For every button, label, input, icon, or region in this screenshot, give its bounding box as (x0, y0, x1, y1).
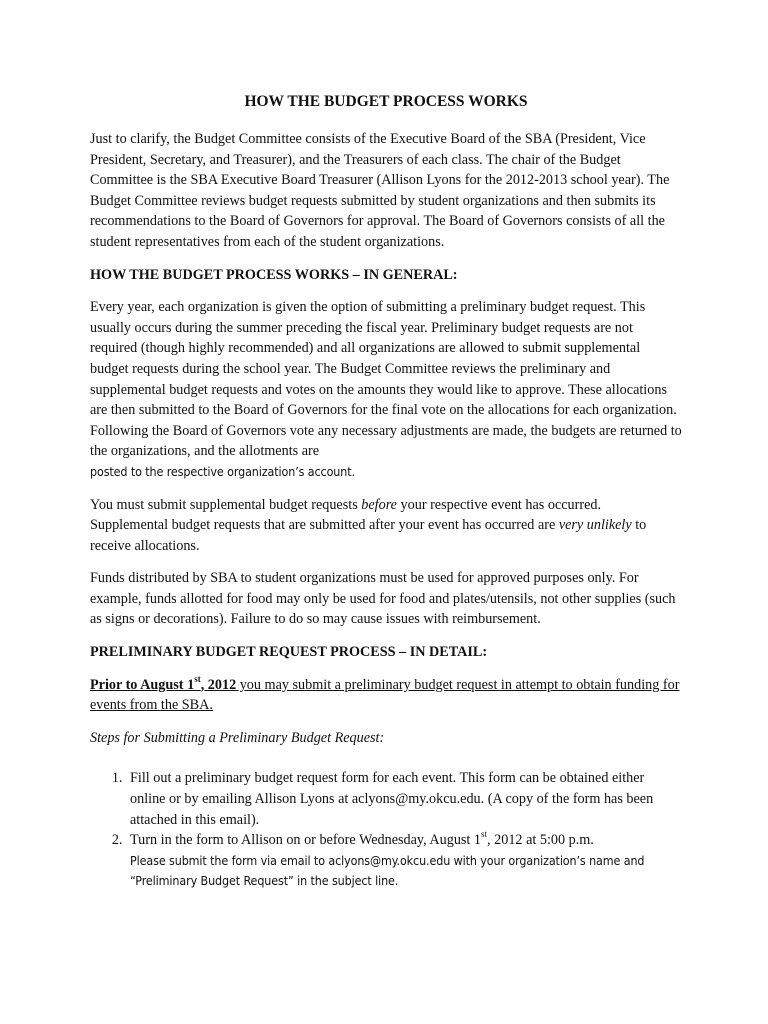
step-1-text: Fill out a preliminary budget request form for each event. This form can be obtained either online or by emailing Allison Lyons at aclyons@my.okcu.edu. (A copy of the form has been attached in this email). (130, 770, 654, 828)
supplemental-unlikely: very unlikely (558, 517, 632, 534)
supplemental-text-3: to receive allocations. (90, 517, 647, 554)
list-item (126, 768, 682, 830)
supplemental-text-2: your respective event has occurred. Supplemental budget requests that are submitted after your event has occurred are (90, 496, 602, 534)
steps-heading-text: Steps for Submitting a Preliminary Budget Request: (90, 729, 385, 746)
page-title: HOW THE BUDGET PROCESS WORKS (244, 93, 528, 110)
step-2-sup: st (481, 829, 488, 840)
steps-list (90, 768, 682, 892)
general-paragraph (90, 297, 682, 482)
deadline-paragraph (90, 675, 682, 716)
step-2-text-a: Turn in the form to Allison on or before Wednesday, August 1 (130, 832, 482, 849)
deadline-rest: you may submit a preliminary budget request in attempt to obtain funding for events from the SBA. (90, 676, 680, 714)
steps-heading (90, 728, 682, 749)
step-2-text-b: , 2012 at 5:00 p.m. (487, 832, 594, 849)
deadline-bold-a: Prior to August 1 (90, 676, 195, 693)
deadline-bold-b: , 2012 (200, 676, 237, 693)
document-page (90, 92, 682, 892)
supplemental-paragraph (90, 495, 682, 557)
funds-paragraph: Funds distributed by SBA to student organizations must be used for approved purposes only. For example, funds allotted for food may only be used for food and plates/utensils, not other supplies (such as signs or decorations). Failure to do so may cause issues with reimbursement. (90, 570, 676, 628)
intro-paragraph: Just to clarify, the Budget Committee consists of the Executive Board of the SBA (President, Vice President, Secretary, and Treasurer), and the Treasurers of each class. The chair of the Budget Committee is the SBA Executive Board Treasurer (Allison Lyons for the 2012-2013 school year). The Budget Committee reviews budget requests submitted by student organizations and then submits its recommendations to the Board of Governors for approval. The Board of Governors consists of all the student representatives from each of the student organizations. (90, 131, 670, 250)
general-heading: HOW THE BUDGET PROCESS WORKS – IN GENERAL: (90, 266, 458, 283)
general-paragraph-tail: posted to the respective organization’s account. (90, 463, 355, 479)
preliminary-heading: PRELIMINARY BUDGET REQUEST PROCESS – IN DETAIL: (90, 644, 488, 661)
deadline-sup: st (194, 673, 201, 684)
general-paragraph-main: Every year, each organization is given the option of submitting a preliminary budget request. This usually occurs during the summer preceding the fiscal year. Preliminary budget requests are not required (though highly recommended) and all organizations are allowed to submit supplemental budget requests during the school year. The Budget Committee reviews the preliminary and supplemental budget requests and votes on the amounts they would like to approve. These allocations are then submitted to the Board of Governors for the final vote on the allocations for each organization. Following the Board of Governors vote any necessary adjustments are made, the budgets are returned to the organizations, and the allotments are (90, 299, 682, 460)
step-2-narrow: Please submit the form via email to aclyons@my.okcu.edu with your organization’s name and “Preliminary Budget Request” in the subject line. (130, 852, 645, 889)
supplemental-before: before (361, 496, 397, 513)
list-item (126, 830, 682, 892)
supplemental-text-1: You must submit supplemental budget requests (90, 496, 362, 513)
